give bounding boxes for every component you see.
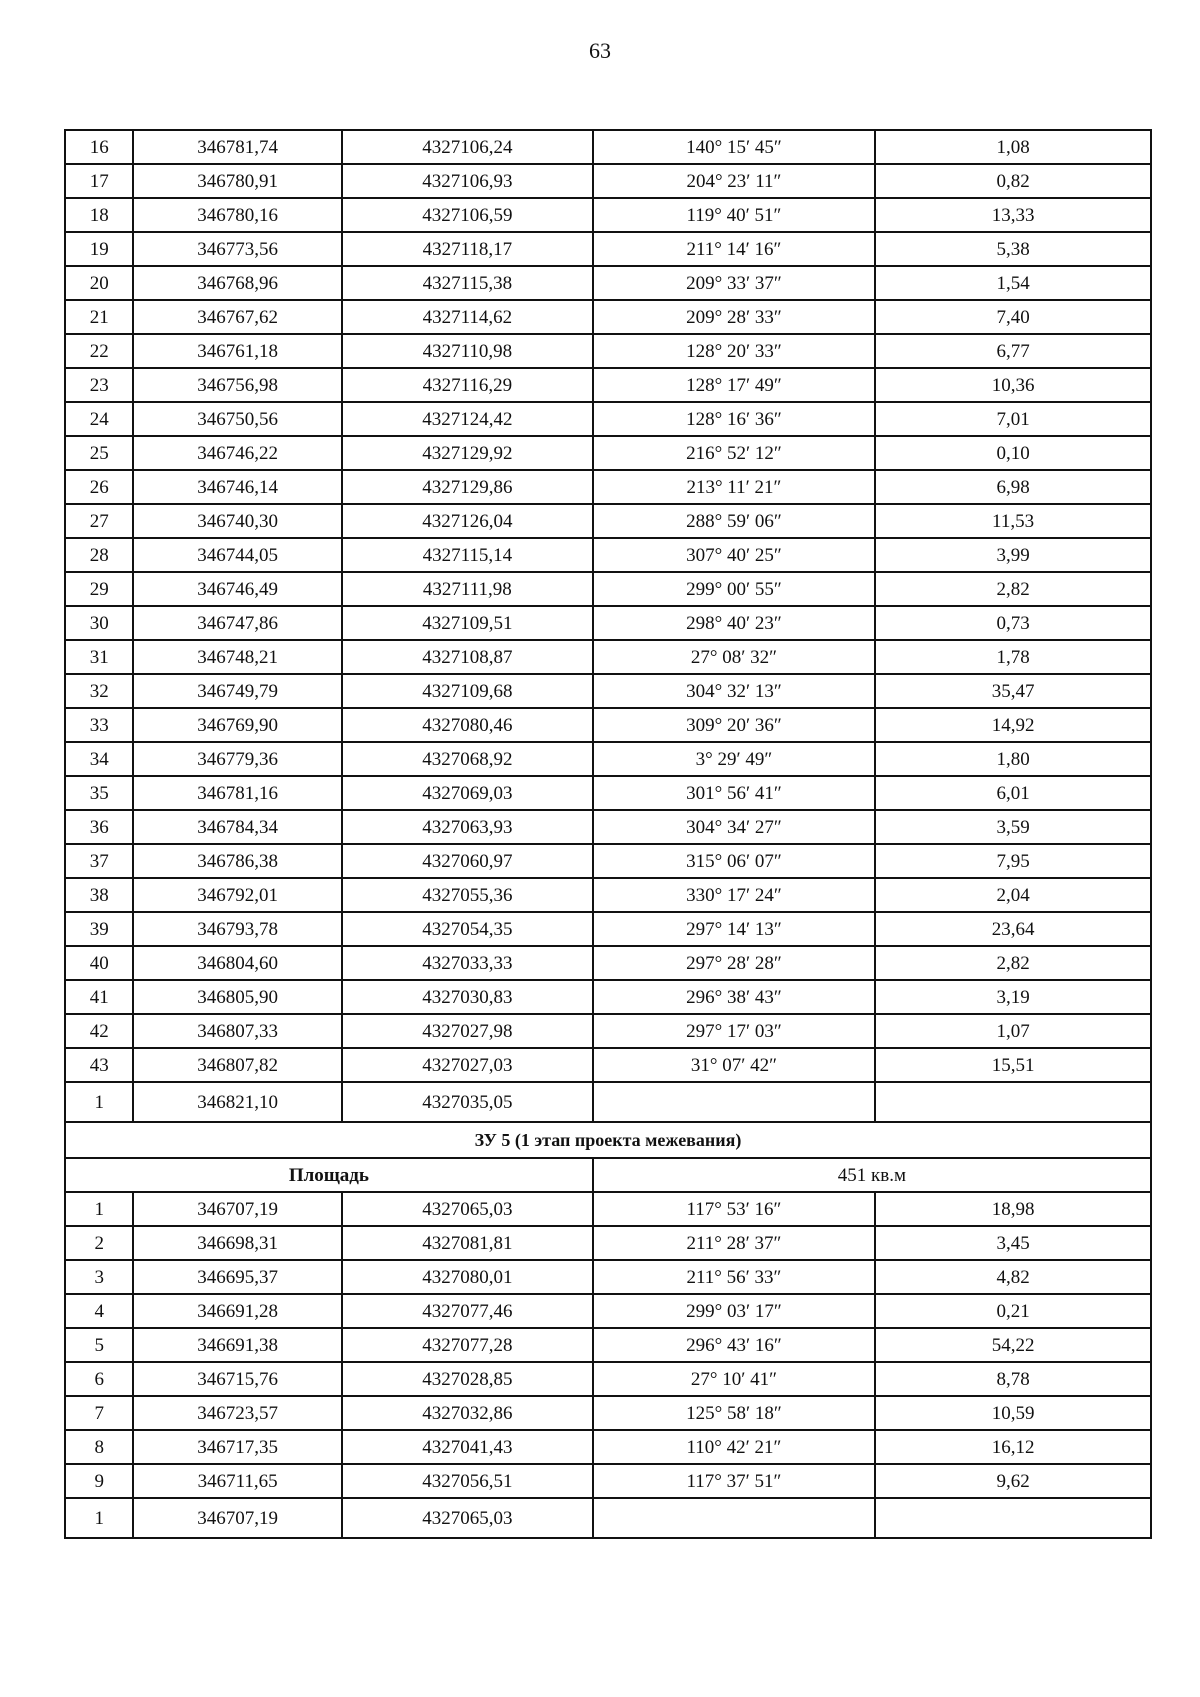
table-cell: 9,62 bbox=[875, 1464, 1151, 1498]
table-cell: 298° 40′ 23″ bbox=[593, 606, 875, 640]
table-cell: 35 bbox=[65, 776, 133, 810]
table-cell: 346792,01 bbox=[133, 878, 342, 912]
table-cell: 10,36 bbox=[875, 368, 1151, 402]
table-cell: 4327109,51 bbox=[342, 606, 593, 640]
table-cell: 27° 10′ 41″ bbox=[593, 1362, 875, 1396]
table-cell: 0,82 bbox=[875, 164, 1151, 198]
table-cell: 346740,30 bbox=[133, 504, 342, 538]
table-row bbox=[65, 1294, 1151, 1328]
coordinates-table bbox=[64, 129, 1152, 1539]
table-cell: 346749,79 bbox=[133, 674, 342, 708]
table-cell: 29 bbox=[65, 572, 133, 606]
table-cell: 304° 34′ 27″ bbox=[593, 810, 875, 844]
table-row bbox=[65, 980, 1151, 1014]
table-cell: 17 bbox=[65, 164, 133, 198]
table-cell: 0,73 bbox=[875, 606, 1151, 640]
table-cell: 4327111,98 bbox=[342, 572, 593, 606]
table-cell: 1,78 bbox=[875, 640, 1151, 674]
table-cell: 346784,34 bbox=[133, 810, 342, 844]
table-row bbox=[65, 674, 1151, 708]
table-cell: 346781,16 bbox=[133, 776, 342, 810]
table-row bbox=[65, 776, 1151, 810]
table-cell: 301° 56′ 41″ bbox=[593, 776, 875, 810]
table-cell bbox=[593, 1082, 875, 1122]
table-cell: 18 bbox=[65, 198, 133, 232]
table-cell: 4327069,03 bbox=[342, 776, 593, 810]
table-cell: 4 bbox=[65, 1294, 133, 1328]
table-cell: 209° 28′ 33″ bbox=[593, 300, 875, 334]
table-cell: 346747,86 bbox=[133, 606, 342, 640]
table-cell: 4327041,43 bbox=[342, 1430, 593, 1464]
table-row bbox=[65, 164, 1151, 198]
area-value: 451 кв.м bbox=[593, 1158, 1151, 1192]
table-cell: 21 bbox=[65, 300, 133, 334]
table-cell: 3° 29′ 49″ bbox=[593, 742, 875, 776]
table-cell: 297° 14′ 13″ bbox=[593, 912, 875, 946]
table-cell: 4327114,62 bbox=[342, 300, 593, 334]
table-cell: 216° 52′ 12″ bbox=[593, 436, 875, 470]
table-cell: 346768,96 bbox=[133, 266, 342, 300]
table-cell: 346781,74 bbox=[133, 130, 342, 164]
table-cell: 35,47 bbox=[875, 674, 1151, 708]
table-cell: 288° 59′ 06″ bbox=[593, 504, 875, 538]
table-row bbox=[65, 810, 1151, 844]
table-cell: 7,01 bbox=[875, 402, 1151, 436]
table-row bbox=[65, 198, 1151, 232]
table-cell: 4327027,98 bbox=[342, 1014, 593, 1048]
table-cell: 330° 17′ 24″ bbox=[593, 878, 875, 912]
table-row bbox=[65, 130, 1151, 164]
table-cell: 16,12 bbox=[875, 1430, 1151, 1464]
table-cell: 5 bbox=[65, 1328, 133, 1362]
section-title: ЗУ 5 (1 этап проекта межевания) bbox=[65, 1122, 1151, 1158]
table-cell: 1,08 bbox=[875, 130, 1151, 164]
table-cell: 346707,19 bbox=[133, 1498, 342, 1538]
table-cell: 6,77 bbox=[875, 334, 1151, 368]
table-cell: 2 bbox=[65, 1226, 133, 1260]
table-cell: 4327063,93 bbox=[342, 810, 593, 844]
table-cell: 32 bbox=[65, 674, 133, 708]
table-cell bbox=[875, 1498, 1151, 1538]
table-cell: 346780,16 bbox=[133, 198, 342, 232]
table-cell: 20 bbox=[65, 266, 133, 300]
table-cell: 4327106,59 bbox=[342, 198, 593, 232]
table-row bbox=[65, 232, 1151, 266]
closing-row bbox=[65, 1082, 1151, 1122]
table-cell: 27 bbox=[65, 504, 133, 538]
table-cell: 4327028,85 bbox=[342, 1362, 593, 1396]
table-cell: 209° 33′ 37″ bbox=[593, 266, 875, 300]
table-cell: 30 bbox=[65, 606, 133, 640]
table-row bbox=[65, 640, 1151, 674]
table-row bbox=[65, 708, 1151, 742]
table-cell: 211° 14′ 16″ bbox=[593, 232, 875, 266]
table-cell: 31 bbox=[65, 640, 133, 674]
table-cell: 128° 16′ 36″ bbox=[593, 402, 875, 436]
table-cell: 26 bbox=[65, 470, 133, 504]
table-cell: 14,92 bbox=[875, 708, 1151, 742]
table-row bbox=[65, 300, 1151, 334]
table-cell: 40 bbox=[65, 946, 133, 980]
table-cell: 204° 23′ 11″ bbox=[593, 164, 875, 198]
table-cell: 346821,10 bbox=[133, 1082, 342, 1122]
table-cell: 7,95 bbox=[875, 844, 1151, 878]
table-row bbox=[65, 436, 1151, 470]
page-number: 63 bbox=[589, 38, 611, 63]
table-row bbox=[65, 504, 1151, 538]
table-cell bbox=[875, 1082, 1151, 1122]
table-cell: 4327118,17 bbox=[342, 232, 593, 266]
table-cell: 4327068,92 bbox=[342, 742, 593, 776]
table-cell: 10,59 bbox=[875, 1396, 1151, 1430]
table-row bbox=[65, 1192, 1151, 1226]
table-cell: 4327081,81 bbox=[342, 1226, 593, 1260]
table-cell: 119° 40′ 51″ bbox=[593, 198, 875, 232]
table-cell: 213° 11′ 21″ bbox=[593, 470, 875, 504]
table-cell: 4327124,42 bbox=[342, 402, 593, 436]
table-row bbox=[65, 946, 1151, 980]
table-cell bbox=[593, 1498, 875, 1538]
table-cell: 11,53 bbox=[875, 504, 1151, 538]
table-cell: 346691,38 bbox=[133, 1328, 342, 1362]
table-cell: 4327115,14 bbox=[342, 538, 593, 572]
table-cell: 4327129,92 bbox=[342, 436, 593, 470]
table-cell: 346695,37 bbox=[133, 1260, 342, 1294]
table-cell: 4327080,01 bbox=[342, 1260, 593, 1294]
table-cell: 43 bbox=[65, 1048, 133, 1082]
table-cell: 4327056,51 bbox=[342, 1464, 593, 1498]
table-cell: 4327060,97 bbox=[342, 844, 593, 878]
table-cell: 1 bbox=[65, 1498, 133, 1538]
table-row bbox=[65, 606, 1151, 640]
table-cell: 4327129,86 bbox=[342, 470, 593, 504]
table-cell: 3,99 bbox=[875, 538, 1151, 572]
table-cell: 346711,65 bbox=[133, 1464, 342, 1498]
table-cell: 4327055,36 bbox=[342, 878, 593, 912]
table-cell: 9 bbox=[65, 1464, 133, 1498]
table-cell: 211° 28′ 37″ bbox=[593, 1226, 875, 1260]
table-cell: 346786,38 bbox=[133, 844, 342, 878]
table-cell: 4327032,86 bbox=[342, 1396, 593, 1430]
table-row bbox=[65, 1260, 1151, 1294]
section-header-row bbox=[65, 1122, 1151, 1158]
table-cell: 125° 58′ 18″ bbox=[593, 1396, 875, 1430]
table-cell: 346717,35 bbox=[133, 1430, 342, 1464]
table-cell: 23,64 bbox=[875, 912, 1151, 946]
table-cell: 22 bbox=[65, 334, 133, 368]
table-cell: 2,82 bbox=[875, 946, 1151, 980]
table-cell: 346761,18 bbox=[133, 334, 342, 368]
table-cell: 34 bbox=[65, 742, 133, 776]
table-cell: 346691,28 bbox=[133, 1294, 342, 1328]
table-cell: 346707,19 bbox=[133, 1192, 342, 1226]
table-cell: 297° 17′ 03″ bbox=[593, 1014, 875, 1048]
table-row bbox=[65, 844, 1151, 878]
table-cell: 4,82 bbox=[875, 1260, 1151, 1294]
closing-row bbox=[65, 1498, 1151, 1538]
table-cell: 346723,57 bbox=[133, 1396, 342, 1430]
table-row bbox=[65, 912, 1151, 946]
table-cell: 16 bbox=[65, 130, 133, 164]
table-cell: 296° 38′ 43″ bbox=[593, 980, 875, 1014]
table-cell: 140° 15′ 45″ bbox=[593, 130, 875, 164]
table-cell: 117° 37′ 51″ bbox=[593, 1464, 875, 1498]
table-cell: 18,98 bbox=[875, 1192, 1151, 1226]
table-cell: 346773,56 bbox=[133, 232, 342, 266]
table-cell: 346769,90 bbox=[133, 708, 342, 742]
table-cell: 25 bbox=[65, 436, 133, 470]
table-cell: 346698,31 bbox=[133, 1226, 342, 1260]
table-cell: 128° 17′ 49″ bbox=[593, 368, 875, 402]
table-cell: 6 bbox=[65, 1362, 133, 1396]
table-cell: 346748,21 bbox=[133, 640, 342, 674]
table-cell: 13,33 bbox=[875, 198, 1151, 232]
table-cell: 307° 40′ 25″ bbox=[593, 538, 875, 572]
table-cell: 4327126,04 bbox=[342, 504, 593, 538]
table-row bbox=[65, 742, 1151, 776]
table-cell: 299° 00′ 55″ bbox=[593, 572, 875, 606]
table-row bbox=[65, 334, 1151, 368]
table-row bbox=[65, 1464, 1151, 1498]
table-cell: 296° 43′ 16″ bbox=[593, 1328, 875, 1362]
table-cell: 3,59 bbox=[875, 810, 1151, 844]
table-row bbox=[65, 1430, 1151, 1464]
table-row bbox=[65, 1328, 1151, 1362]
table-cell: 299° 03′ 17″ bbox=[593, 1294, 875, 1328]
table-row bbox=[65, 1226, 1151, 1260]
table-cell: 19 bbox=[65, 232, 133, 266]
table-cell: 39 bbox=[65, 912, 133, 946]
table-cell: 346804,60 bbox=[133, 946, 342, 980]
table-row bbox=[65, 402, 1151, 436]
table-cell: 7 bbox=[65, 1396, 133, 1430]
table-cell: 1,07 bbox=[875, 1014, 1151, 1048]
table-cell: 36 bbox=[65, 810, 133, 844]
table-cell: 297° 28′ 28″ bbox=[593, 946, 875, 980]
table-cell: 28 bbox=[65, 538, 133, 572]
table-cell: 6,01 bbox=[875, 776, 1151, 810]
table-cell: 4327027,03 bbox=[342, 1048, 593, 1082]
table-cell: 1 bbox=[65, 1192, 133, 1226]
table-cell: 8 bbox=[65, 1430, 133, 1464]
table-row bbox=[65, 538, 1151, 572]
table-cell: 346780,91 bbox=[133, 164, 342, 198]
table-cell: 31° 07′ 42″ bbox=[593, 1048, 875, 1082]
table-cell: 346807,33 bbox=[133, 1014, 342, 1048]
table-cell: 117° 53′ 16″ bbox=[593, 1192, 875, 1226]
table-cell: 4327077,28 bbox=[342, 1328, 593, 1362]
table-cell: 4327065,03 bbox=[342, 1498, 593, 1538]
area-label: Площадь bbox=[65, 1158, 593, 1192]
table-cell: 346715,76 bbox=[133, 1362, 342, 1396]
table-cell: 23 bbox=[65, 368, 133, 402]
table-cell: 1,54 bbox=[875, 266, 1151, 300]
table-cell: 4327109,68 bbox=[342, 674, 593, 708]
table-cell: 2,04 bbox=[875, 878, 1151, 912]
table-cell: 346744,05 bbox=[133, 538, 342, 572]
table-row bbox=[65, 572, 1151, 606]
table-cell: 346767,62 bbox=[133, 300, 342, 334]
table-row bbox=[65, 368, 1151, 402]
table-cell: 54,22 bbox=[875, 1328, 1151, 1362]
area-row bbox=[65, 1158, 1151, 1192]
table-cell: 7,40 bbox=[875, 300, 1151, 334]
table-cell: 346750,56 bbox=[133, 402, 342, 436]
table-cell: 346746,14 bbox=[133, 470, 342, 504]
table-cell: 346805,90 bbox=[133, 980, 342, 1014]
table-cell: 309° 20′ 36″ bbox=[593, 708, 875, 742]
table-cell: 346793,78 bbox=[133, 912, 342, 946]
table-cell: 3 bbox=[65, 1260, 133, 1294]
table-cell: 346779,36 bbox=[133, 742, 342, 776]
table-cell: 346746,49 bbox=[133, 572, 342, 606]
table-cell: 8,78 bbox=[875, 1362, 1151, 1396]
table-row bbox=[65, 266, 1151, 300]
table-cell: 128° 20′ 33″ bbox=[593, 334, 875, 368]
table-cell: 3,45 bbox=[875, 1226, 1151, 1260]
table-cell: 3,19 bbox=[875, 980, 1151, 1014]
table-cell: 38 bbox=[65, 878, 133, 912]
table-cell: 304° 32′ 13″ bbox=[593, 674, 875, 708]
table-cell: 4327033,33 bbox=[342, 946, 593, 980]
table-cell: 37 bbox=[65, 844, 133, 878]
table-cell: 4327108,87 bbox=[342, 640, 593, 674]
table-cell: 4327080,46 bbox=[342, 708, 593, 742]
table-cell: 4327110,98 bbox=[342, 334, 593, 368]
table-row bbox=[65, 1396, 1151, 1430]
table-cell: 4327065,03 bbox=[342, 1192, 593, 1226]
table-cell: 2,82 bbox=[875, 572, 1151, 606]
table-cell: 24 bbox=[65, 402, 133, 436]
table-cell: 15,51 bbox=[875, 1048, 1151, 1082]
table-row bbox=[65, 1048, 1151, 1082]
table-cell: 1 bbox=[65, 1082, 133, 1122]
table-cell: 1,80 bbox=[875, 742, 1151, 776]
table-cell: 5,38 bbox=[875, 232, 1151, 266]
coordinates-table-body bbox=[65, 130, 1151, 1538]
table-cell: 4327116,29 bbox=[342, 368, 593, 402]
table-cell: 4327106,24 bbox=[342, 130, 593, 164]
table-cell: 211° 56′ 33″ bbox=[593, 1260, 875, 1294]
table-cell: 42 bbox=[65, 1014, 133, 1048]
table-row bbox=[65, 470, 1151, 504]
table-cell: 346807,82 bbox=[133, 1048, 342, 1082]
table-row bbox=[65, 1362, 1151, 1396]
table-cell: 4327106,93 bbox=[342, 164, 593, 198]
table-cell: 4327035,05 bbox=[342, 1082, 593, 1122]
table-cell: 110° 42′ 21″ bbox=[593, 1430, 875, 1464]
table-cell: 33 bbox=[65, 708, 133, 742]
table-cell: 0,10 bbox=[875, 436, 1151, 470]
table-cell: 346746,22 bbox=[133, 436, 342, 470]
table-cell: 6,98 bbox=[875, 470, 1151, 504]
table-cell: 4327054,35 bbox=[342, 912, 593, 946]
table-cell: 4327030,83 bbox=[342, 980, 593, 1014]
table-cell: 346756,98 bbox=[133, 368, 342, 402]
table-cell: 41 bbox=[65, 980, 133, 1014]
table-cell: 315° 06′ 07″ bbox=[593, 844, 875, 878]
table-row bbox=[65, 878, 1151, 912]
table-cell: 0,21 bbox=[875, 1294, 1151, 1328]
table-row bbox=[65, 1014, 1151, 1048]
table-cell: 27° 08′ 32″ bbox=[593, 640, 875, 674]
table-cell: 4327077,46 bbox=[342, 1294, 593, 1328]
table-cell: 4327115,38 bbox=[342, 266, 593, 300]
